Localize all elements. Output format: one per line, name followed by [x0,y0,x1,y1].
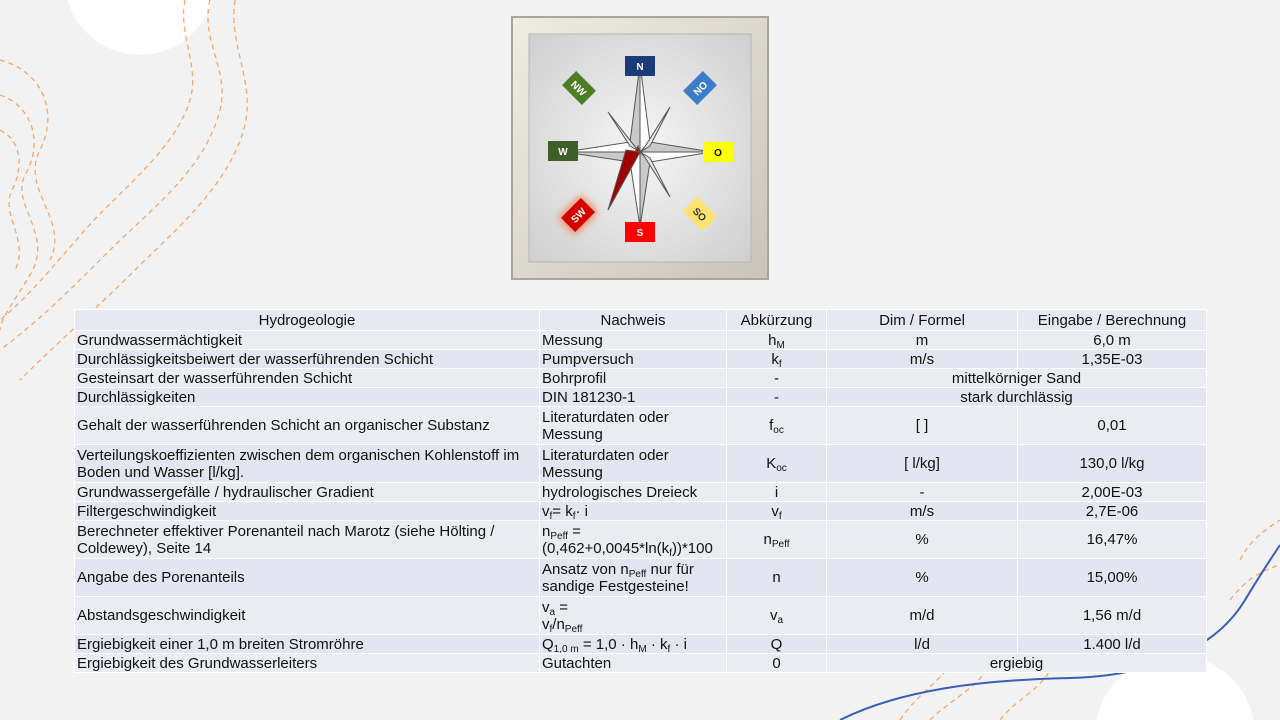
abk-text: - [774,388,779,406]
merged-value-cell [827,369,1207,388]
param-cell [75,502,540,521]
tile-n [625,56,655,76]
dim-cell [827,635,1018,654]
dim-cell [827,331,1018,350]
abk-cell [727,502,827,521]
param-text: Verteilungskoeffizienten zwischen dem organischen Kohlenstoff im Boden und Wasser [l/kg]. [77,446,520,481]
nachweis-cell [540,502,727,521]
value-cell [1018,407,1207,445]
abk-subscript: M [776,339,785,350]
merged-value-cell [827,388,1207,407]
param-text: Grundwassermächtigkeit [77,331,243,349]
nachweis-part: v [542,598,550,616]
table-row [75,445,1207,483]
nachweis-cell [540,407,727,445]
nachweis-part: v [542,615,550,633]
abk-text: - [774,369,779,387]
abk-cell [727,597,827,635]
nachweis-part: f [667,643,671,654]
tile-n-label: N [636,62,644,73]
dim-cell [827,407,1018,445]
hydrogeology-table [74,309,1207,673]
abk-text: k [771,350,779,368]
value-cell [1018,331,1207,350]
nachweis-part: = [567,522,581,540]
header-dim-formel: Dim / Formel [827,310,1018,331]
nachweis-text: Bohrprofil [542,369,607,387]
nachweis-cell [540,521,727,559]
abk-cell [727,521,827,559]
value-cell [1018,350,1207,369]
abk-cell [727,331,827,350]
dim-cell [827,350,1018,369]
table-row [75,483,1207,502]
abk-cell [727,388,827,407]
tile-no-label: NO [691,79,711,99]
value-cell [1018,559,1207,597]
value-text: 2,00E-03 [1081,483,1143,501]
abk-text: Q [770,635,783,653]
dim-cell [827,483,1018,502]
dim-cell [827,597,1018,635]
nachweis-part: nur für [646,560,694,578]
dim-text: % [915,569,929,586]
nachweis-text: Pumpversuch [542,350,634,368]
table-row [75,388,1207,407]
nachweis-part: = k [552,502,573,520]
nachweis-part: f [572,510,576,521]
merged-value-text: ergiebig [989,654,1044,672]
value-cell [1018,635,1207,654]
param-cell [75,445,540,483]
tile-o-label: O [714,148,722,159]
merged-value-text: mittelkörniger Sand [951,369,1082,387]
value-cell [1018,445,1207,483]
param-text: Grundwassergefälle / hydraulischer Gradient [77,483,374,501]
header-eingabe: Eingabe / Berechnung [1018,310,1207,331]
abk-text: f [769,417,774,434]
nachweis-part: sandige Festgesteine! [542,577,689,595]
abk-cell [727,654,827,673]
abk-subscript: f [778,510,782,521]
abk-subscript: a [777,615,784,626]
nachweis-part: M [638,643,647,654]
abk-cell [727,407,827,445]
abk-text: v [769,607,778,624]
abk-text: K [766,455,777,472]
param-text: Gehalt der wasserführenden Schicht an organischer Substanz [77,417,490,434]
tile-o [703,142,733,162]
param-cell [75,407,540,445]
abk-text: i [774,483,779,501]
nachweis-text: hydrologisches Dreieck [542,483,698,501]
table-row [75,407,1207,445]
param-cell [75,331,540,350]
nachweis-part: n [542,522,551,540]
param-cell [75,483,540,502]
table-row [75,502,1207,521]
value-cell [1018,521,1207,559]
abk-text: h [768,331,777,349]
nachweis-part: 1,0 m [553,643,579,654]
dim-text: m/d [909,607,935,624]
top-left-white-circle [65,0,215,55]
nachweis-part: = 1,0 · h [578,635,639,653]
nachweis-cell [540,350,727,369]
nachweis-cell [540,388,727,407]
tile-nw-label: NW [568,79,588,99]
nachweis-cell [540,483,727,502]
param-text: Angabe des Porenanteils [77,569,245,586]
nachweis-text: Gutachten [542,654,612,672]
param-cell [75,388,540,407]
nachweis-part: Peff [550,530,568,542]
table-row [75,369,1207,388]
nachweis-part: Q [542,635,554,653]
header-abkuerzung: Abkürzung [727,310,827,331]
nachweis-text: Literaturdaten oder Messung [542,446,669,481]
table-header-row [75,310,1207,331]
nachweis-cell [540,559,727,597]
abk-cell [727,559,827,597]
tile-sw-label: SW [569,206,589,226]
dim-text: % [915,531,929,548]
value-text: 1.400 l/d [1083,635,1141,653]
nachweis-part: Peff [628,568,647,580]
value-text: 2,7E-06 [1085,502,1139,520]
nachweis-part: f [549,510,553,521]
param-cell [75,350,540,369]
nachweis-part: · k [646,635,668,653]
param-text: Ergiebigkeit des Grundwasserleiters [77,654,318,672]
abk-text: n [772,569,781,586]
abk-cell [727,445,827,483]
nachweis-text: DIN 181230-1 [542,388,636,406]
nachweis-part: ))*100 [671,539,713,557]
abk-subscript: oc [773,425,784,436]
table-row [75,654,1207,673]
nachweis-part: /n [552,615,565,633]
value-text: 1,56 m/d [1082,607,1142,624]
dim-text: - [919,483,925,501]
value-text: 16,47% [1086,531,1138,548]
header-hydrogeologie: Hydrogeologie [75,310,540,331]
nachweis-cell [540,654,727,673]
value-text: 1,35E-03 [1081,350,1143,368]
param-text: Filtergeschwindigkeit [77,502,217,520]
tile-w [548,141,578,161]
dim-text: m/s [909,502,935,520]
value-cell [1018,502,1207,521]
value-cell [1018,483,1207,502]
param-text: Abstandsgeschwindigkeit [77,607,246,624]
nachweis-part: f [669,547,672,559]
merged-value-text: stark durchlässig [960,388,1073,406]
tile-so-label: SO [689,206,708,225]
abk-cell [727,350,827,369]
param-text: Durchlässigkeitsbeiwert der wasserführenden Schicht [77,350,434,368]
param-cell [75,559,540,597]
table-row [75,331,1207,350]
merged-value-cell [827,654,1207,673]
abk-text: 0 [772,654,781,672]
header-nachweis: Nachweis [540,310,727,331]
nachweis-part: Peff [564,623,583,635]
param-text: Ergiebigkeit einer 1,0 m breiten Stromröhre [77,635,364,653]
abk-cell [727,635,827,654]
dim-text: [ ] [915,417,929,434]
compass-rose-image [511,16,769,280]
param-cell [75,597,540,635]
dim-cell [827,502,1018,521]
nachweis-cell [540,369,727,388]
dim-cell [827,445,1018,483]
nachweis-part: v [542,502,550,520]
value-cell [1018,597,1207,635]
value-text: 130,0 l/kg [1079,455,1145,472]
nachweis-cell [540,331,727,350]
table-row [75,597,1207,635]
param-cell [75,654,540,673]
tile-w-label: W [558,147,568,158]
nachweis-text: Messung [542,331,603,349]
table-row [75,635,1207,654]
dim-cell [827,521,1018,559]
value-text: 6,0 m [1093,331,1131,349]
param-cell [75,369,540,388]
nachweis-text: Literaturdaten oder Messung [542,408,669,443]
abk-subscript: Peff [771,539,790,550]
dim-text: m/s [909,350,935,368]
value-text: 15,00% [1086,569,1138,586]
dim-text: l/d [914,635,930,653]
nachweis-cell [540,445,727,483]
param-text: Berechneter effektiver Porenanteil nach Marotz (siehe Hölting / Coldewey), Seite 14 [77,522,495,557]
nachweis-part: = [555,598,568,616]
nachweis-cell [540,635,727,654]
dim-text: [ l/kg] [904,455,940,472]
abk-subscript: f [778,358,782,369]
nachweis-part: a [549,606,556,618]
nachweis-cell [540,597,727,635]
param-cell [75,521,540,559]
abk-text: v [771,502,779,520]
tile-s [625,222,655,242]
param-text: Durchlässigkeiten [77,388,196,406]
nachweis-part: f [549,623,553,635]
nachweis-part: (0,462+0,0045*ln(k [542,539,670,557]
abk-cell [727,483,827,502]
value-text: 0,01 [1097,417,1127,434]
dim-text: m [915,331,929,349]
table-row [75,521,1207,559]
param-text: Gesteinsart der wasserführenden Schicht [77,369,353,387]
nachweis-part: Ansatz von n [542,560,629,578]
nachweis-part: · i [575,502,588,520]
abk-subscript: oc [776,463,787,474]
tile-s-label: S [636,228,644,239]
dim-cell [827,559,1018,597]
table-row [75,559,1207,597]
nachweis-part: · i [670,635,687,653]
abk-text: n [763,531,772,548]
param-cell [75,635,540,654]
abk-cell [727,369,827,388]
table-row [75,350,1207,369]
